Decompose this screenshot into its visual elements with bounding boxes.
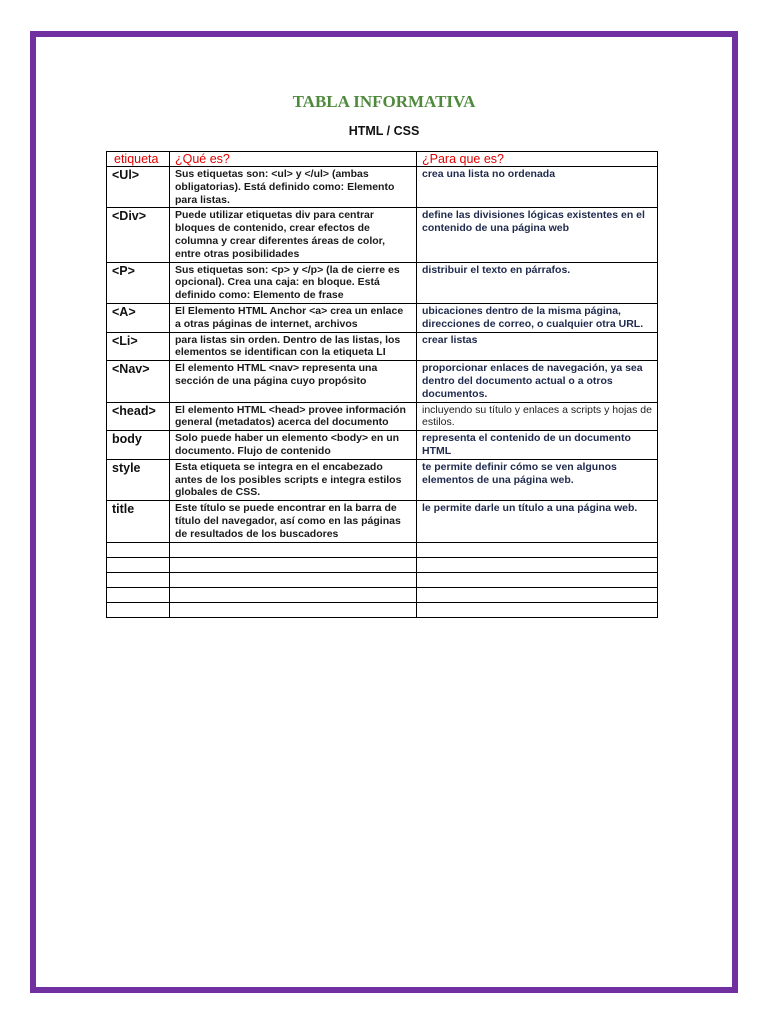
- empty-cell: [107, 587, 170, 602]
- cell-purpose: crea una lista no ordenada: [417, 167, 658, 208]
- empty-cell: [170, 572, 417, 587]
- empty-cell: [417, 542, 658, 557]
- document-subtitle: HTML / CSS: [348, 124, 420, 138]
- cell-what: El elemento HTML <head> provee información general (metadatos) acerca del documento: [170, 402, 417, 431]
- cell-what: El Elemento HTML Anchor <a> crea un enlace a otras páginas de internet, archivos: [170, 303, 417, 332]
- table-row: [107, 501, 658, 542]
- cell-purpose: te permite definir cómo se ven algunos elementos de una página web.: [417, 459, 658, 500]
- cell-what: Puede utilizar etiquetas div para centrar bloques de contenido, crear efectos de columna y crear diferentes áreas de color, entre otras posibilidades: [170, 208, 417, 262]
- table-row: [107, 262, 658, 303]
- cell-tag: title: [107, 501, 170, 542]
- empty-cell: [107, 602, 170, 617]
- empty-cell: [170, 602, 417, 617]
- empty-cell: [107, 557, 170, 572]
- table-row: [107, 402, 658, 431]
- empty-row: [107, 602, 658, 617]
- empty-row: [107, 557, 658, 572]
- table-header-row: [107, 152, 658, 167]
- empty-cell: [417, 587, 658, 602]
- empty-cell: [170, 587, 417, 602]
- table-row: [107, 303, 658, 332]
- empty-row: [107, 587, 658, 602]
- document-title: TABLA INFORMATIVA: [292, 92, 476, 111]
- cell-tag: <P>: [107, 262, 170, 303]
- header-que-es: ¿Qué es?: [170, 152, 417, 167]
- cell-purpose: ubicaciones dentro de la misma página, direcciones de correo, o cualquier otra URL.: [417, 303, 658, 332]
- table-row: [107, 361, 658, 402]
- empty-cell: [170, 557, 417, 572]
- empty-cell: [107, 542, 170, 557]
- cell-what: para listas sin orden. Dentro de las listas, los elementos se identifican con la etiqueta LI: [170, 332, 417, 361]
- cell-purpose: le permite darle un título a una página web.: [417, 501, 658, 542]
- empty-cell: [107, 572, 170, 587]
- table-row: [107, 431, 658, 460]
- header-para-que-es: ¿Para que es?: [417, 152, 658, 167]
- cell-purpose: define las divisiones lógicas existentes en el contenido de una página web: [417, 208, 658, 262]
- cell-tag: <head>: [107, 402, 170, 431]
- header-etiqueta: etiqueta: [107, 152, 170, 167]
- empty-cell: [170, 542, 417, 557]
- cell-purpose: distribuir el texto en párrafos.: [417, 262, 658, 303]
- cell-what: Sus etiquetas son: <p> y </p> (la de cierre es opcional). Crea una caja: en bloque. Está definido como: Elemento de frase: [170, 262, 417, 303]
- empty-cell: [417, 557, 658, 572]
- cell-purpose: incluyendo su título y enlaces a scripts y hojas de estilos.: [417, 402, 658, 431]
- table-row: [107, 332, 658, 361]
- cell-what: Solo puede haber un elemento <body> en un documento. Flujo de contenido: [170, 431, 417, 460]
- empty-row: [107, 542, 658, 557]
- cell-tag: style: [107, 459, 170, 500]
- cell-what: Este título se puede encontrar en la barra de título del navegador, así como en las páginas de resultados de los buscadores: [170, 501, 417, 542]
- table-row: [107, 208, 658, 262]
- cell-purpose: representa el contenido de un documento HTML: [417, 431, 658, 460]
- table-row: [107, 459, 658, 500]
- cell-purpose: crear listas: [417, 332, 658, 361]
- table-row: [107, 167, 658, 208]
- info-table: [106, 151, 658, 618]
- cell-tag: <A>: [107, 303, 170, 332]
- cell-purpose: proporcionar enlaces de navegación, ya sea dentro del documento actual o a otros documentos.: [417, 361, 658, 402]
- cell-tag: <Nav>: [107, 361, 170, 402]
- cell-what: Esta etiqueta se integra en el encabezado antes de los posibles scripts e integra estilos globales de CSS.: [170, 459, 417, 500]
- empty-row: [107, 572, 658, 587]
- cell-what: Sus etiquetas son: <ul> y </ul> (ambas obligatorias). Está definido como: Elemento para listas.: [170, 167, 417, 208]
- cell-tag: <Div>: [107, 208, 170, 262]
- cell-what: El elemento HTML <nav> representa una sección de una página cuyo propósito: [170, 361, 417, 402]
- empty-cell: [417, 602, 658, 617]
- cell-tag: <Ul>: [107, 167, 170, 208]
- empty-cell: [417, 572, 658, 587]
- cell-tag: <Li>: [107, 332, 170, 361]
- cell-tag: body: [107, 431, 170, 460]
